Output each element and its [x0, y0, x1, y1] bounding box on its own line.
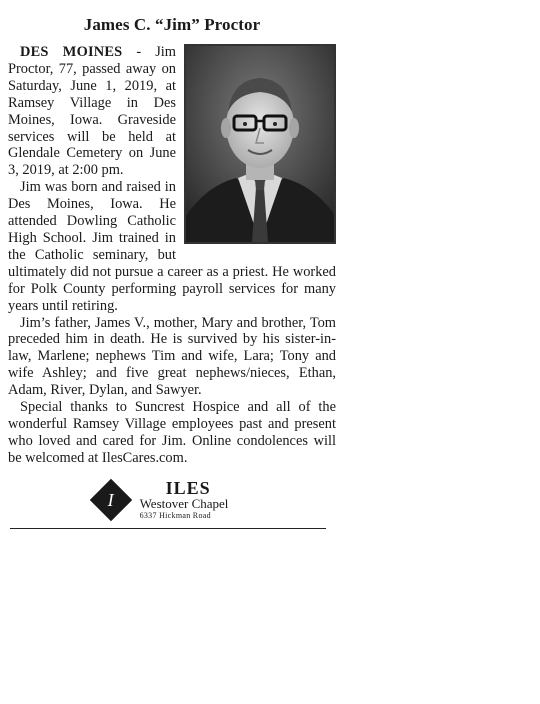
monogram-diamond-icon — [89, 478, 131, 520]
bottom-divider — [10, 528, 326, 529]
dateline-separator: - — [122, 44, 156, 60]
funeral-home-logo — [8, 479, 336, 521]
paragraph-biography: Jim was born and raised in Des Moines, Iowa. He attended Dowling Catholic High School. Jim trained in the Catholic seminary, but ultimately did not pursue a career as a priest. He worked for Polk County performing payroll services for many years until retiring. — [8, 179, 336, 314]
monogram-letter: I — [107, 489, 114, 510]
obituary-body — [8, 44, 336, 467]
funeral-home-info — [140, 479, 229, 520]
paragraph-1-text: Jim Proctor, 77, passed away on Saturday, June 1, 2019, at Ramsey Village in Des Moines, Iowa. Graveside services will be held at Glendale Cemetery on June 3, 2019, at 2:00 pm. — [8, 44, 176, 179]
dateline: DES MOINES — [20, 44, 123, 60]
obituary-headline: James C. “Jim” Proctor — [83, 15, 261, 34]
portrait-illustration — [186, 46, 334, 242]
funeral-home-address: 6337 Hickman Road — [139, 511, 211, 521]
paragraph-family: Jim’s father, James V., mother, Mary and brother, Tom preceded him in death. He is survived by his sister-in-law, Marlene; nephews Tim and wife, Lara; Tony and wife Ashley; and five great nephews/nieces, Ethan, Adam, River, Dylan, and Sawyer. — [8, 314, 336, 399]
funeral-home-name: ILES — [165, 478, 211, 499]
obituary-column — [8, 14, 336, 521]
funeral-home-chapel: Westover Chapel — [139, 496, 229, 512]
paragraph-thanks: Special thanks to Suncrest Hospice and all of the wonderful Ramsey Village employees past and present who loved and cared for Jim. Online condolences will be welcomed at IlesCares.com. — [8, 399, 336, 466]
portrait-photo — [184, 44, 336, 244]
